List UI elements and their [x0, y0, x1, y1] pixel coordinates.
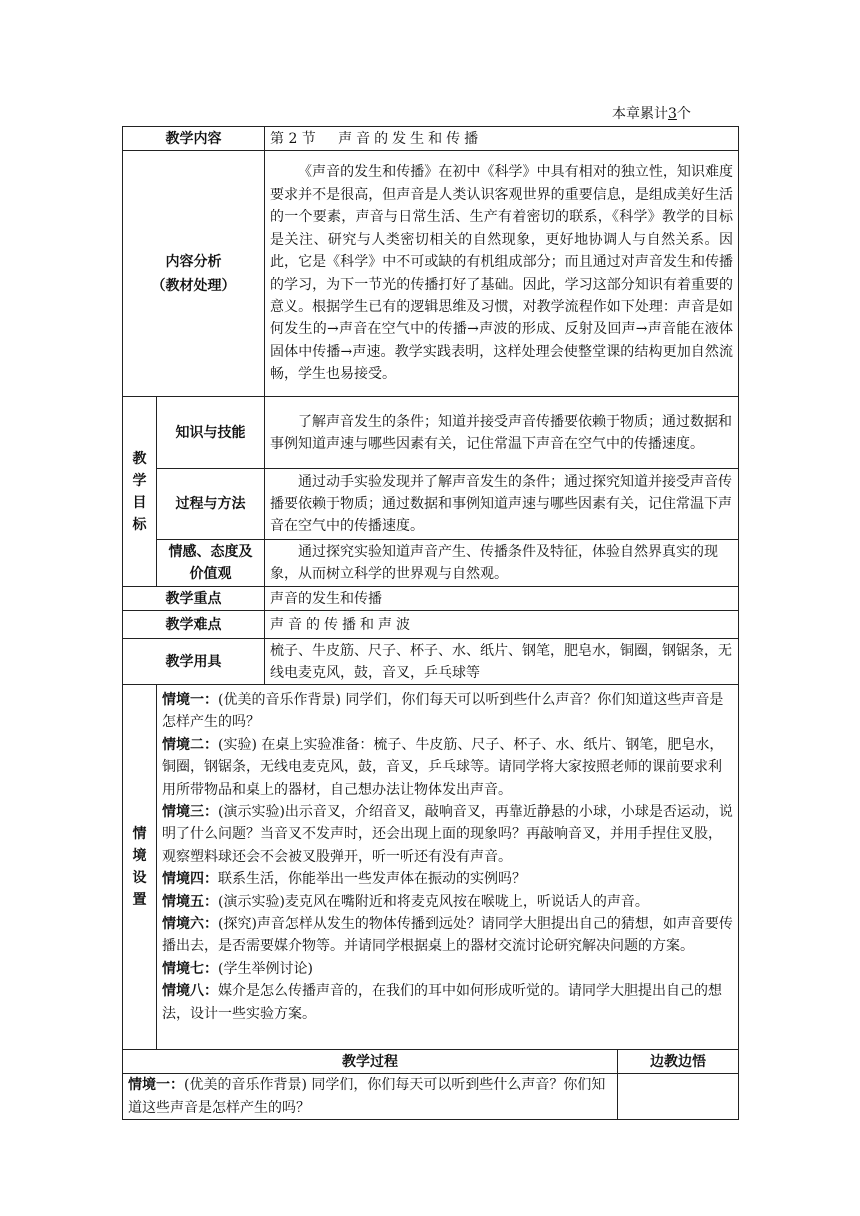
scenario-title: 情境七： [162, 960, 218, 977]
row-key-point [123, 587, 739, 611]
goal-values-label [157, 540, 265, 587]
scenario-item [162, 868, 733, 890]
scenario-item [162, 958, 733, 980]
scenario-item [162, 734, 733, 801]
scenario-text: 联系生活，你能举出一些发声体在振动的实例吗？ [218, 871, 526, 888]
row-scenarios [123, 685, 739, 1050]
process-scenario-text [123, 1074, 618, 1120]
process-scenario-body: (优美的音乐作背景) 同学们，你们每天可以听到些什么声音？你们知道这些声音是怎样产生的吗？ [128, 1077, 606, 1116]
scenario-title: 情境五： [162, 893, 218, 910]
scenario-text: (探究)声音怎样从发生的物体传播到远处？请同学大胆提出自己的猜想，如声音要传播出去，是否需要媒介物等。并请同学根据桌上的器材交流讨论研究解决问题的方案。 [162, 916, 733, 955]
section-title: 声音的发生和传播 [338, 130, 483, 147]
scenario-item [162, 980, 733, 1025]
scenario-item [162, 913, 733, 958]
scenario-item [162, 801, 733, 868]
key-point-value: 声音的发生和传播 [265, 587, 739, 611]
row-process-scenario-1 [123, 1074, 739, 1120]
content-analysis-label [123, 151, 265, 397]
difficulty-value: 声音的传播和声波 [265, 611, 739, 639]
key-point-label: 教学重点 [123, 587, 265, 611]
counter-count: 3 [668, 106, 677, 122]
row-tools [123, 639, 739, 685]
row-goal-values [123, 540, 739, 587]
row-content-analysis [123, 151, 739, 397]
scenarios-char-2: 境 [132, 848, 147, 864]
scenario-title: 情境四： [162, 871, 218, 888]
teaching-content-value [265, 127, 739, 151]
content-analysis-label-line1: 内容分析 [165, 253, 222, 270]
counter-prefix: 本章累计 [612, 106, 668, 122]
goals-char-2: 学 [132, 472, 147, 489]
difficulty-label: 教学难点 [123, 611, 265, 639]
row-goal-knowledge [123, 397, 739, 469]
scenarios-char-1: 情 [132, 826, 147, 842]
process-scenario-title: 情境一： [128, 1077, 184, 1094]
content-analysis-text: 《声音的发生和传播》在初中《科学》中具有相对的独立性，知识难度要求并不是很高，但声音是人类认识客观世界的重要信息，是组成美好生活的一个要素，声音与日常生活、生产有着密切的联系，《科学》教学的目标是关注、研究与人类密切相关的自然现象，更好地协调人与自然关系。因此，它是《科学》中不可或缺的有机组成部分；而且通过对声音发生和传播的学习，为下一节光的传播打好了基础。因此，学习这部分知识有着重要的意义。根据学生已有的逻辑思维及习惯，对教学流程作如下处理：声音是如何发生的→声音在空气中的传播→声波的形成、反射及回声→声音能在液体固体中传播→声速。教学实践表明，这样处理会使整堂课的结构更加自然流畅，学生也易接受。 [265, 151, 739, 397]
scenarios-content [157, 685, 739, 1050]
lesson-plan-table [122, 126, 739, 1120]
process-header-label: 教学过程 [123, 1050, 618, 1074]
scenario-title: 情境八： [162, 983, 218, 1000]
scenarios-char-4: 置 [132, 892, 147, 908]
teaching-goals-label [123, 397, 157, 587]
teaching-content-label: 教学内容 [123, 127, 265, 151]
goal-values-label-line2: 价值观 [189, 566, 232, 582]
scenario-title: 情境二： [162, 736, 218, 753]
goals-char-1: 教 [132, 450, 147, 467]
goals-char-3: 目 [132, 494, 147, 511]
scenario-text: (优美的音乐作背景) 同学们，你们每天可以听到些什么声音？你们知道这些声音是怎样产生的吗？ [162, 692, 724, 731]
goal-process-label: 过程与方法 [157, 469, 265, 540]
scenario-item [162, 891, 733, 913]
scenario-title: 情境一： [162, 692, 218, 708]
goal-knowledge-label: 知识与技能 [157, 397, 265, 469]
scenario-text: (演示实验)麦克风在嘴附近和将麦克风按在喉咙上，听说话人的声音。 [218, 893, 649, 910]
row-difficulty [123, 611, 739, 639]
tools-label: 教学用具 [123, 639, 265, 685]
scenario-text: (学生举例讨论) [218, 960, 313, 977]
counter-suffix: 个 [676, 106, 691, 122]
goals-char-4: 标 [132, 516, 147, 533]
reflection-header-label: 边教边悟 [618, 1050, 739, 1074]
scenarios-label [123, 685, 157, 1050]
goal-values-label-line1: 情感、态度及 [168, 544, 253, 560]
row-process-header [123, 1050, 739, 1074]
chapter-counter [612, 103, 691, 123]
content-analysis-label-line2: （教材处理） [151, 277, 236, 294]
section-number: 第 2 节 [270, 130, 316, 147]
scenario-text: 媒介是怎么传播声音的，在我们的耳中如何形成听觉的。请同学大胆提出自己的想法，设计一些实验方案。 [162, 983, 722, 1022]
scenario-title: 情境三： [162, 804, 218, 821]
row-teaching-content [123, 127, 739, 151]
scenario-text: (实验) 在桌上实验准备：梳子、牛皮筋、尺子、杯子、水、纸片、钢笔，肥皂水，铜圈，钢锯条，无线电麦克风，鼓，音叉，乒乓球等。请同学将大家按照老师的课前要求利用所带物品和桌上的器材，自己想办法让物体发出声音。 [162, 736, 724, 798]
goal-process-text: 通过动手实验发现并了解声音发生的条件；通过探究知道并接受声音传播要依赖于物质；通过数据和事例知道声速与哪些因素有关，记住常温下声音在空气中的传播速度。 [265, 469, 739, 540]
scenarios-char-3: 设 [132, 870, 147, 886]
goal-knowledge-text: 了解声音发生的条件；知道并接受声音传播要依赖于物质；通过数据和事例知道声速与哪些因素有关，记住常温下声音在空气中的传播速度。 [265, 397, 739, 469]
goal-values-text: 通过探究实验知道声音产生、传播条件及特征，体验自然界真实的现象，从而树立科学的世界观与自然观。 [265, 540, 739, 587]
scenario-item [162, 689, 733, 734]
reflection-cell [618, 1074, 739, 1120]
scenario-title: 情境六： [162, 916, 218, 933]
row-goal-process [123, 469, 739, 540]
scenario-text: (演示实验)出示音叉，介绍音叉，敲响音叉，再靠近静悬的小球，小球是否运动，说明了什么问题？当音叉不发声时，还会出现上面的现象吗？再敲响音叉，并用手捏住叉股，观察塑料球还会不会被叉股弹开，听一听还有没有声音。 [162, 804, 733, 865]
tools-value: 梳子、牛皮筋、尺子、杯子、水、纸片、钢笔，肥皂水，铜圈，钢锯条，无线电麦克风，鼓，音叉，乒乓球等 [265, 639, 739, 685]
